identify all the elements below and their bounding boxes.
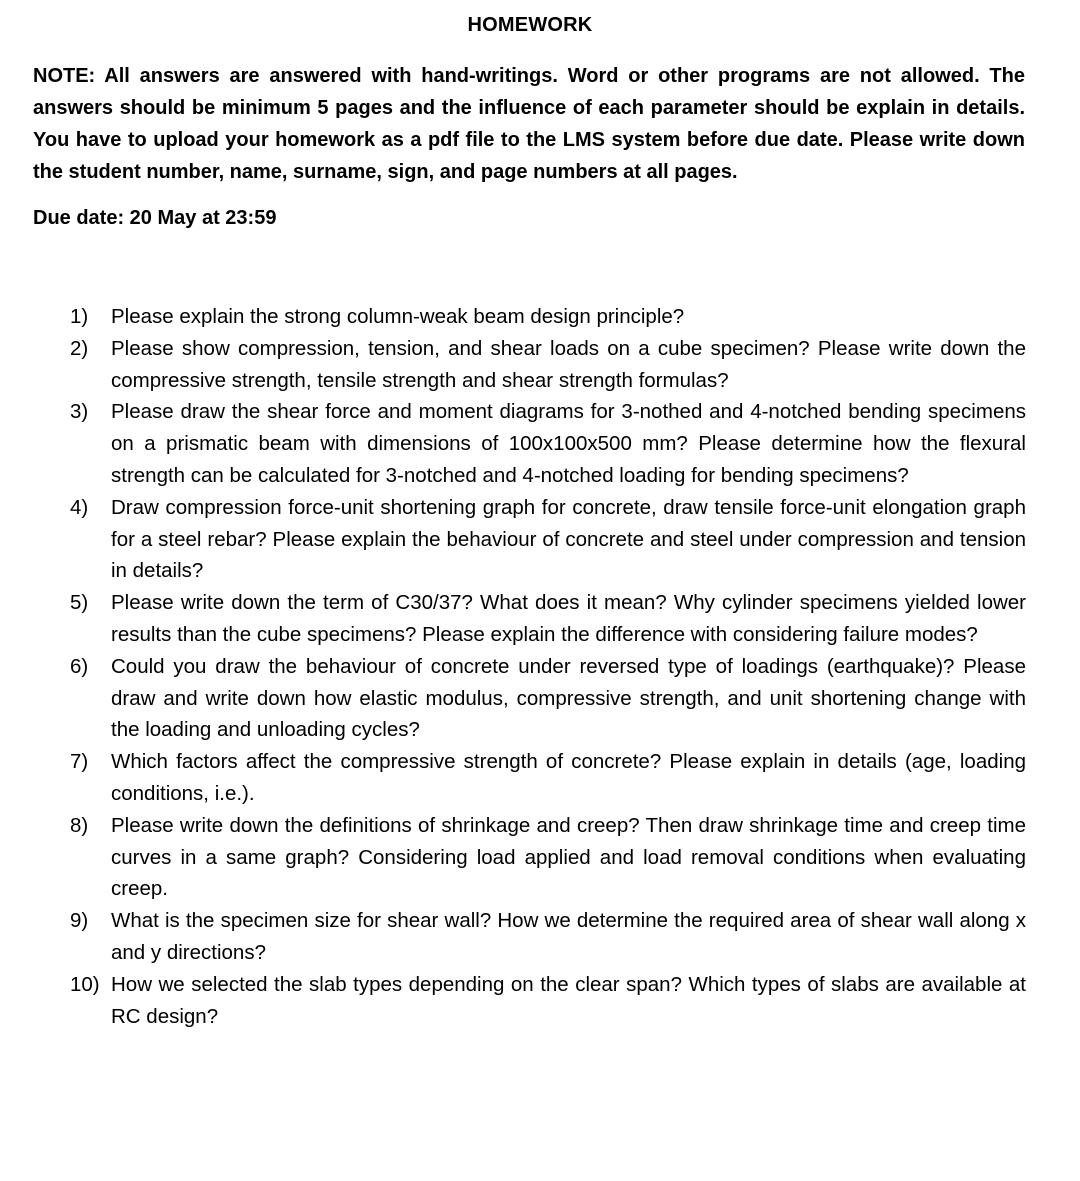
question-text: Please write down the term of C30/37? What does it mean? Why cylinder specimens yielded lower results than the cube specimens? Please explain the difference with considering failure modes?: [111, 591, 1026, 646]
question-item: [70, 969, 1026, 1033]
page-title: HOMEWORK: [467, 14, 593, 36]
question-item: [70, 905, 1026, 969]
question-text: Please show compression, tension, and shear loads on a cube specimen? Please write down the compressive strength, tensile strength and shear strength formulas?: [111, 336, 1026, 392]
question-number: 7): [70, 750, 89, 774]
question-number: 1): [70, 305, 89, 328]
question-item: [70, 492, 1026, 587]
question-number: 3): [70, 400, 89, 424]
question-text: Could you draw the behaviour of concrete under reversed type of loadings (earthquake)? Please draw and write down how elastic modulus, compressive strength, and unit shortening change with the loading and unloading cycles?: [111, 654, 1026, 742]
question-item: [70, 333, 1026, 397]
question-number: 10): [70, 972, 100, 996]
question-text: Draw compression force-unit shortening graph for concrete, draw tensile force-unit elongation graph for a steel rebar? Please explain the behaviour of concrete and steel under compression and tension in details?: [111, 495, 1026, 583]
question-text: Please draw the shear force and moment diagrams for 3-nothed and 4-notched bending specimens on a prismatic beam with dimensions of 100x100x500 mm? Please determine how the flexural strength can be calculated for 3-notched and 4-notched loading for bending specimens?: [111, 400, 1026, 487]
question-number: 9): [70, 909, 89, 933]
question-number: 4): [70, 495, 89, 519]
question-number: 6): [70, 654, 89, 678]
question-text: What is the specimen size for shear wall? How we determine the required area of shear wall along x and y directions?: [111, 909, 1026, 964]
question-list: [70, 301, 1026, 1032]
question-number: 8): [70, 813, 89, 837]
question-text: Please write down the definitions of shrinkage and creep? Then draw shrinkage time and creep time curves in a same graph? Considering load applied and load removal conditions when evaluating creep.: [111, 813, 1026, 901]
homework-note: NOTE: All answers are answered with hand-writings. Word or other programs are not allowed. The answers should be minimum 5 pages and the influence of each parameter should be explain in details. You have to upload your homework as a pdf file to the LMS system before due date. Please write down the student number, name, surname, sign, and page numbers at all pages.: [33, 65, 1025, 183]
question-item: [70, 651, 1026, 746]
question-text: How we selected the slab types depending on the clear span? Which types of slabs are available at RC design?: [111, 972, 1026, 1028]
question-number: 5): [70, 591, 89, 615]
question-item: [70, 587, 1026, 651]
question-item: [70, 396, 1026, 491]
due-date: Due date: 20 May at 23:59: [33, 207, 277, 229]
question-text: Please explain the strong column-weak beam design principle?: [111, 305, 685, 328]
question-item: [70, 746, 1026, 810]
question-number: 2): [70, 336, 89, 360]
question-item: [70, 810, 1026, 905]
question-text: Which factors affect the compressive strength of concrete? Please explain in details (age, loading conditions, i.e.).: [111, 750, 1026, 805]
question-item: [70, 301, 1026, 333]
